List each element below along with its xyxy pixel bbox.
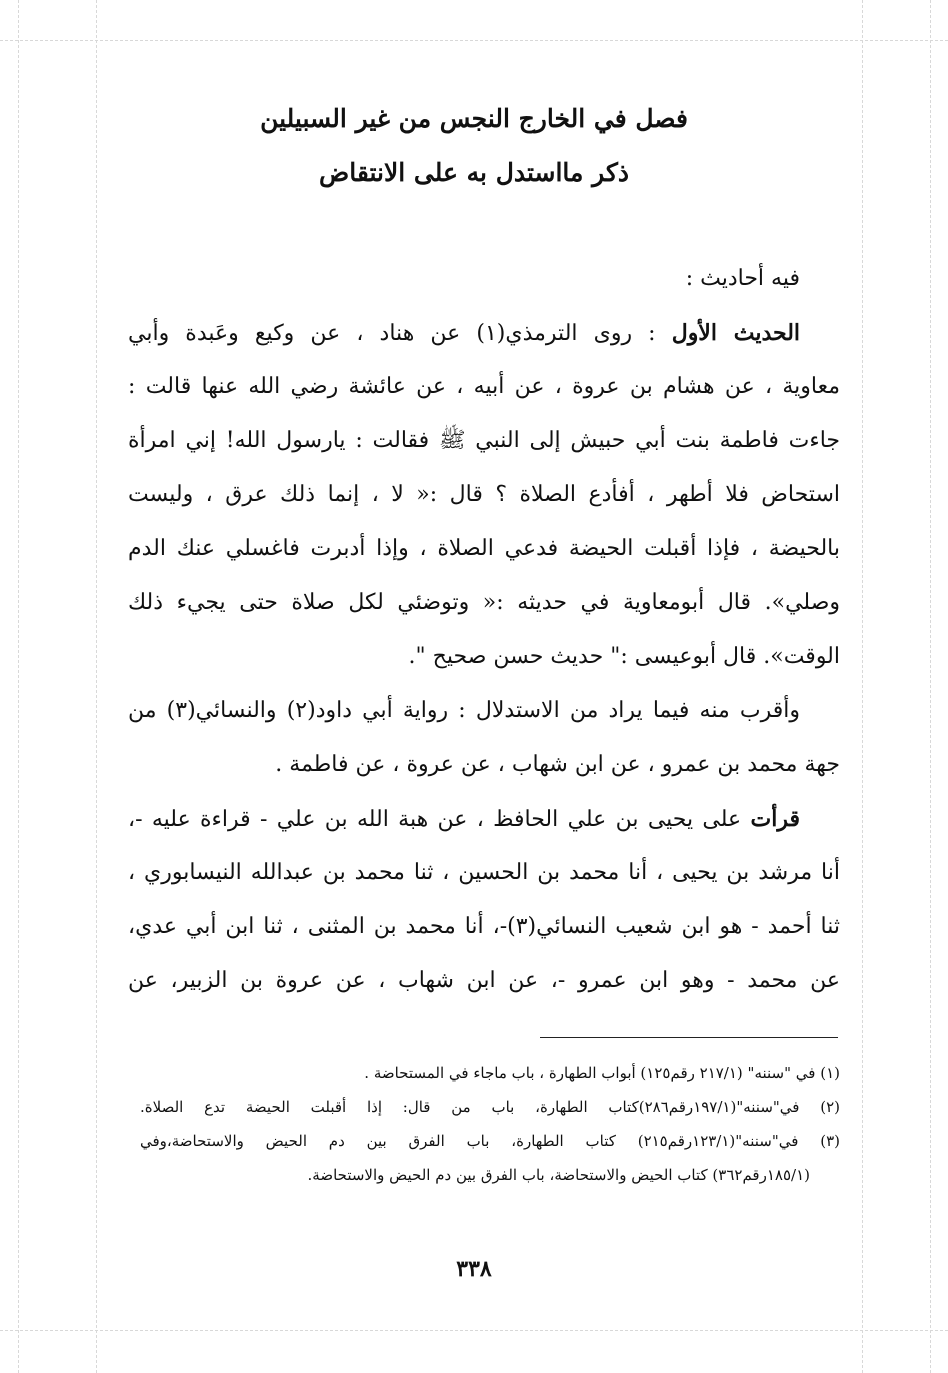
text-line [128, 900, 840, 954]
text-line [128, 522, 840, 576]
scan-guide-line [0, 40, 948, 41]
paragraph-text: أنا مرشد بن يحيى ، أنا محمد بن الحسين ، ثنا محمد بن عبدالله النيسابوري ، [128, 860, 840, 885]
section-title: ذكر مااستدل به على الانتقاض [319, 158, 629, 187]
footnote-text: (١) في "سننه" (٢١٧/١ رقم١٢٥) أبواب الطهارة ، باب ماجاء في المستحاضة . [364, 1064, 840, 1082]
scan-guide-line [862, 0, 863, 1373]
paragraph-text: وأقرب منه فيما يراد من الاستدلال : رواية أبي داود(٢) والنسائي(٣) من [128, 698, 801, 723]
hadith-text: معاوية ، عن هشام بن عروة ، عن أبيه ، عن عائشة رضي الله عنها قالت : [128, 374, 840, 399]
text-line [128, 792, 840, 846]
scan-guide-line [0, 1330, 948, 1331]
paragraph-text: ثنا أحمد - هو ابن شعيب النسائي(٣)-، أنا محمد بن المثنى ، ثنا ابن أبي عدي، [128, 914, 840, 939]
footnote-text: (٢) في"سننه"(١٩٧/١رقم٢٨٦)كتاب الطهارة، باب من قال: إذا أقبلت الحيضة تدع الصلاة. [140, 1098, 841, 1116]
footnote-text: (٣) في"سننه"(١٢٣/١رقم٢١٥) كتاب الطهارة، باب الفرق بين دم الحيض والاستحاضة،وفي [140, 1132, 840, 1150]
read-label: قرأت [750, 806, 800, 832]
text-line [128, 684, 840, 738]
text-line [128, 630, 840, 684]
intro-text: فيه أحاديث : [685, 266, 800, 291]
footnote [140, 1158, 840, 1192]
footnote-text: (١٨٥/١رقم٣٦٢) كتاب الحيض والاستحاضة، باب الفرق بين دم الحيض والاستحاضة. [307, 1166, 810, 1184]
hadith-text: : روى الترمذي(١) عن هناد ، عن وكيع وعَبدة وأبي [128, 321, 656, 346]
text-line [128, 846, 840, 900]
hadith-text: الوقت». قال أبوعيسى :" حديث حسن صحيح ". [408, 644, 840, 669]
text-line [128, 738, 840, 792]
paragraph-text: جهة محمد بن عمرو ، عن ابن شهاب ، عن عروة ، عن فاطمة . [275, 752, 840, 777]
hadith-text: بالحيضة ، فإذا أقبلت الحيضة فدعي الصلاة ، وإذا أدبرت فاغسلي عنك الدم [128, 536, 840, 561]
main-text [128, 252, 840, 1008]
text-line [128, 360, 840, 414]
footnote [140, 1124, 840, 1158]
text-line [128, 576, 840, 630]
chapter-title: فصل في الخارج النجس من غير السبيلين [260, 104, 688, 133]
paragraph-text: على يحيى بن علي الحافظ ، عن هبة الله بن علي - قراءة عليه -، [128, 807, 742, 832]
heading-block [120, 92, 828, 200]
page-number: ٣٣٨ [456, 1256, 492, 1282]
text-line [128, 306, 840, 360]
footnote-separator [540, 1037, 838, 1038]
footnotes [140, 1056, 840, 1192]
footnote [140, 1056, 840, 1090]
text-line [128, 954, 840, 1008]
hadith-text: وصلي». قال أبومعاوية في حديثه :« وتوضئي لكل صلاة حتى يجيء ذلك [128, 590, 840, 615]
footnote [140, 1090, 840, 1124]
scan-guide-line [930, 0, 931, 1373]
hadith-text: جاءت فاطمة بنت أبي حبيش إلى النبي ﷺ فقالت : يارسول الله! إني امرأة [128, 428, 840, 453]
text-line [128, 252, 840, 306]
paragraph-text: عن محمد - وهو ابن عمرو -، عن ابن شهاب ، عن عروة بن الزبير، عن [128, 968, 840, 993]
hadith-label: الحديث الأول [671, 320, 801, 346]
text-line [128, 468, 840, 522]
scan-guide-line [18, 0, 19, 1373]
hadith-text: استحاض فلا أطهر ، أفأدع الصلاة ؟ قال :« لا ، إنما ذلك عرق ، وليست [128, 482, 840, 507]
scan-guide-line [96, 0, 97, 1373]
text-line [128, 414, 840, 468]
